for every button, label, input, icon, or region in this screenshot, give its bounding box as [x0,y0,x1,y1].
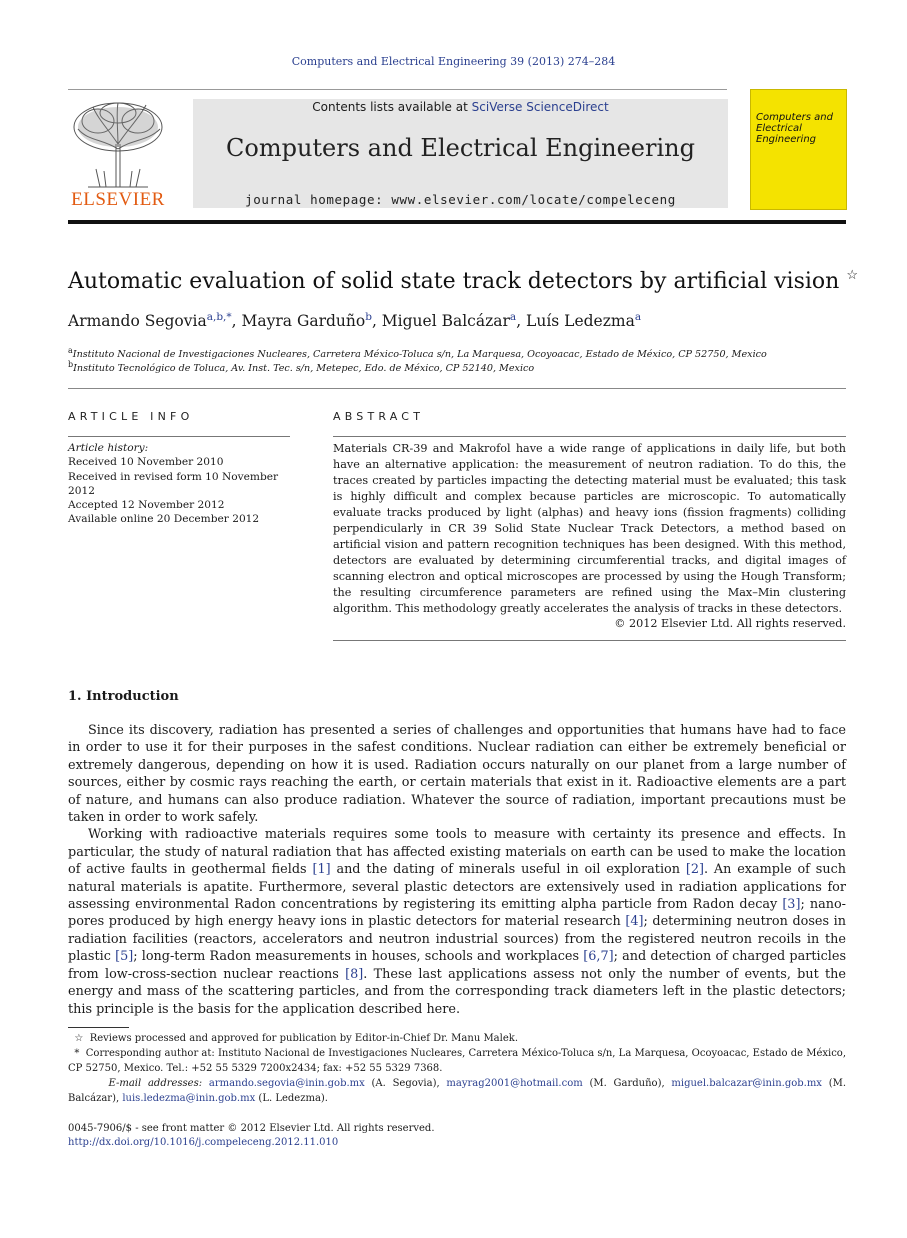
contents-line [193,100,728,114]
paragraph-text: ; determining neutron doses in radiation facilities (reactors, accelerators and neutron industrial sources) from the registered neutron recoils in the plastic [68,914,846,965]
article-title [68,268,858,294]
history-item: Received 10 November 2010 [68,456,224,469]
author-name[interactable]: Miguel Balcázar [381,312,510,331]
section-heading-introduction: 1. Introduction [68,689,179,704]
email-link[interactable]: armando.segovia@inin.gob.mx [208,1078,365,1089]
paragraph-text: . These last applications assess not only the number of events, but the energy and mass of the scattering particles, and from the corresponding track diameters left in the plastic detectors; this principle is the basis for the application described here. [68,966,846,1017]
email-owner: (M. Balcázar), [68,1078,847,1104]
contents-prefix: Contents lists available at [312,100,472,114]
email-link[interactable]: luis.ledezma@inin.gob.mx [122,1092,256,1104]
citation-link[interactable]: [2] [685,862,704,878]
article-info-heading: ARTICLE INFO [68,410,194,423]
author-separator: , [371,312,382,331]
author-separator: , [231,312,242,331]
affiliation-b [68,360,534,374]
journal-title: Computers and Electrical Engineering [226,134,695,162]
affiliation-text: Instituto Tecnológico de Toluca, Av. Inst. Tec. s/n, Metepec, Edo. de México, CP 52140, Mexico [73,363,535,375]
paragraph-text: ; and detection of charged particles from low-cross-section nuclear reactions [68,949,847,982]
cover-title-line1: Computers and [756,112,833,123]
email-link[interactable]: miguel.balcazar@inin.gob.mx [671,1078,822,1089]
header-rule [68,89,727,90]
footnote-corr-text: Corresponding author at: Instituto Nacional de Investigaciones Nucleares, Carretera México-Toluca s/n, La Marquesa, Ocoyoacac, Estado de México, CP 52750, Mexico. Tel.: +52 55 5329 7200x2434; fax: +52 55 5329 7368. [68,1048,846,1074]
affiliation-mark: b [68,360,74,369]
homepage-label: journal homepage: [245,192,392,207]
author-affil-mark[interactable]: b [365,311,372,323]
affiliation-text: Instituto Nacional de Investigaciones Nucleares, Carretera México-Toluca s/n, La Marquesa, Ocoyoacac, Estado de México, CP 52750, Mexico [72,349,767,361]
citation-link[interactable]: [8] [345,966,364,982]
abstract-rule-bottom [333,640,846,641]
email-owner: (L. Ledezma). [255,1092,328,1104]
footnote-review [68,1032,846,1047]
homepage-url[interactable]: www.elsevier.com/locate/compeleceng [391,192,676,207]
author-name[interactable]: Luís Ledezma [526,312,635,331]
history-item: Available online 20 December 2012 [68,513,260,526]
email-owner: (M. Garduño), [582,1078,672,1089]
article-history [68,441,298,527]
author-name[interactable]: Mayra Garduño [241,312,366,331]
article-title-text: Automatic evaluation of solid state track detectors by artificial vision [68,269,840,294]
journal-cover-thumbnail[interactable] [750,89,847,210]
abstract-heading: ABSTRACT [333,410,425,423]
masthead-divider [68,220,846,224]
email-owner: (A. Segovia), [364,1078,447,1089]
affiliation-mark: a [68,346,73,355]
history-label: Article history: [68,442,149,454]
journal-reference[interactable]: Computers and Electrical Engineering 39 (2013) 274–284 [291,55,616,68]
footnote-corr-mark: * [74,1048,80,1059]
footnote-corresponding [68,1047,846,1076]
citation-link[interactable]: [6,7] [583,949,614,965]
email-label: E-mail addresses: [108,1078,209,1089]
footnote-review-text: Reviews processed and approved for publication by Editor-in-Chief Dr. Manu Malek. [89,1033,518,1044]
author-affil-mark[interactable]: a [634,311,642,323]
history-item: Received in revised form 10 November 2012 [68,470,279,497]
author-affil-mark[interactable]: a [509,311,517,323]
author-affil-mark[interactable]: a,b,* [206,311,232,323]
article-info-rule [68,436,290,437]
abstract-copyright: © 2012 Elsevier Ltd. All rights reserved. [614,617,846,630]
paragraph-text: ; long-term Radon measurements in houses, schools and workplaces [133,949,584,965]
paragraph-text: . An example of such natural materials is apatite. Furthermore, several plastic detectors are extensively used in radiation applications for assessing environmental Radon concentrations by registering its emitting alpha particle from Radon decay [68,862,846,913]
email-link[interactable]: mayrag2001@hotmail.com [446,1078,583,1089]
citation-link[interactable]: [5] [115,949,134,965]
author-name[interactable]: Armando Segovia [68,312,207,331]
intro-paragraph-1: Since its discovery, radiation has presented a series of challenges and opportunities that humans have had to face in order to use it for their purposes in the safest conditions. Nuclear radiation can either be extremely beneficial or extremely dangerous, depending on how it is used. Radiation occurs naturally on our planet from a large number of sources, either by cosmic rays reaching the earth, or certain materials that exist in it. Radioactive elements are a part of nature, and humans can also produce radiation. Whatever the source of radiation, important precautions must be taken in order to work safely. [68,723,846,826]
journal-homepage [193,192,728,207]
intro-paragraph-2 [68,826,846,1017]
paragraph-text: Working with radioactive materials requires some tools to measure with certainty its presence and effects. In particular, the study of natural radiation that has affected existing materials on earth can be used to make the location of active faults in geothermal fields [68,827,846,878]
footnote-emails [68,1077,846,1106]
author-list [68,311,641,330]
elsevier-wordmark: ELSEVIER [71,189,165,210]
citation-link[interactable]: [4] [625,914,644,930]
author-separator: , [516,312,527,331]
affiliation-divider [68,388,846,389]
paragraph-text: and the dating of minerals useful in oil exploration [330,862,686,878]
citation-link[interactable]: [1] [312,862,331,878]
footnote-star-mark: ☆ [74,1033,84,1044]
abstract-rule-top [333,436,846,437]
introduction-body [68,722,846,1018]
doi-link[interactable]: http://dx.doi.org/10.1016/j.compeleceng.2012.11.010 [68,1137,339,1148]
affiliation-a [68,346,767,360]
history-item: Accepted 12 November 2012 [68,499,225,512]
sciencedirect-link[interactable]: SciVerse ScienceDirect [471,100,609,114]
title-footnote-mark[interactable]: ☆ [846,268,858,283]
footnote-rule [68,1027,129,1028]
cover-title [756,112,844,145]
cover-title-line2: Electrical Engineering [756,123,816,145]
issn-line: 0045-7906/$ - see front matter © 2012 Elsevier Ltd. All rights reserved. [68,1123,435,1134]
paragraph-text: ; nano-pores produced by high energy heavy ions in plastic detectors for material research [68,897,846,930]
abstract-text: Materials CR-39 and Makrofol have a wide range of applications in daily life, but both have an alternative application: the measurement of neutron radiation. To do this, the traces created by particles impacting the detecting material must be evaluated; this task is highly difficult and complex because particles are microscopic. To automatically evaluate tracks produced by light (alphas) and heavy ions (fission fragments) colliding perpendicularly in CR 39 Solid State Nuclear Track Detectors, a method based on artificial vision and pattern recognition techniques has been designed. With this method, detectors are evaluated by determining circumferential tracks, and digital images of scanning electron and optical microscopes are processed by using the Hough Transform; the resulting circumference parameters are refined using the Max–Min clustering algorithm. This methodology greatly accelerates the analysis of tracks in these detectors. [333,442,846,615]
citation-link[interactable]: [3] [782,897,801,913]
